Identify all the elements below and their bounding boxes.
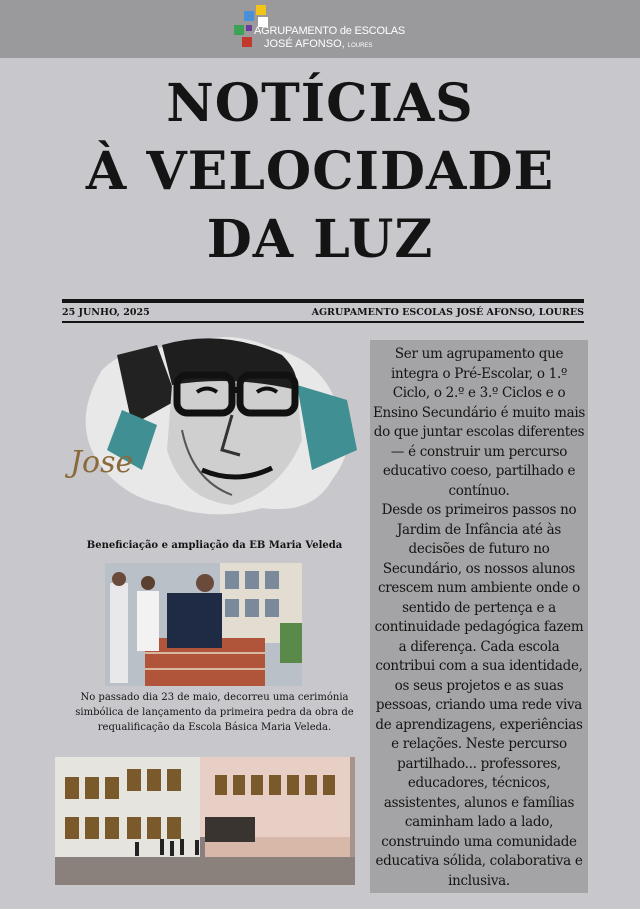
sidebar-paragraph-1: Ser um agrupamento que integra o Pré-Escolar, o 1.º Ciclo, o 2.º e 3.º Ciclos e o Ensino Secundário é muito mais do que juntar escolas diferentes — é construir um percurso educativo coeso, partilhado e contínuo. <box>373 346 586 499</box>
sidebar-text <box>373 345 585 891</box>
portrait-signature: Jose <box>70 445 134 480</box>
bottom-rule <box>62 321 584 323</box>
header-bar <box>0 0 640 58</box>
title-line2: À VELOCIDADE <box>85 141 555 202</box>
publisher: AGRUPAMENTO ESCOLAS JOSÉ AFONSO, LOURES <box>311 307 584 318</box>
article-paragraph: No passado dia 23 de maio, decorreu uma cerimónia simbólica de lançamento da primeira pedra da obra de requalificação da Escola Básica Maria Veleda. <box>75 692 354 733</box>
logo-line1: AGRUPAMENTO de ESCOLAS <box>254 25 406 37</box>
portrait-illustration <box>62 330 362 520</box>
school-render-photo <box>55 757 355 885</box>
title-line3: DA LUZ <box>206 209 434 270</box>
dateline <box>62 306 584 320</box>
logo-line2: JOSÉ AFONSO, LOURES <box>264 38 373 50</box>
ceremony-photo <box>105 563 302 686</box>
sidebar-paragraph-2: Desde os primeiros passos no Jardim de Infância até às decisões de futuro no Secundário, os nossos alunos crescem num ambiente onde o sentido de pertença e a continuidade pedagógica fazem a diferença. Cada escola contribui com a sua identidade, os seus projetos e as suas pessoas, criando uma rede viva de aprendizagens, experiências e relações. Neste percurso partilhado... professores, educadores, técnicos, assistentes, alunos e famílias caminham lado a lado, construindo uma comunidade educativa sólida, colaborativa e inclusiva. <box>374 502 584 889</box>
top-rule <box>62 299 584 303</box>
issue-date: 25 JUNHO, 2025 <box>62 307 150 318</box>
page-title <box>0 70 640 274</box>
school-logo <box>232 3 412 53</box>
article-caption: Beneficiação e ampliação da EB Maria Veleda <box>86 540 343 551</box>
title-line1: NOTÍCIAS <box>166 73 474 134</box>
